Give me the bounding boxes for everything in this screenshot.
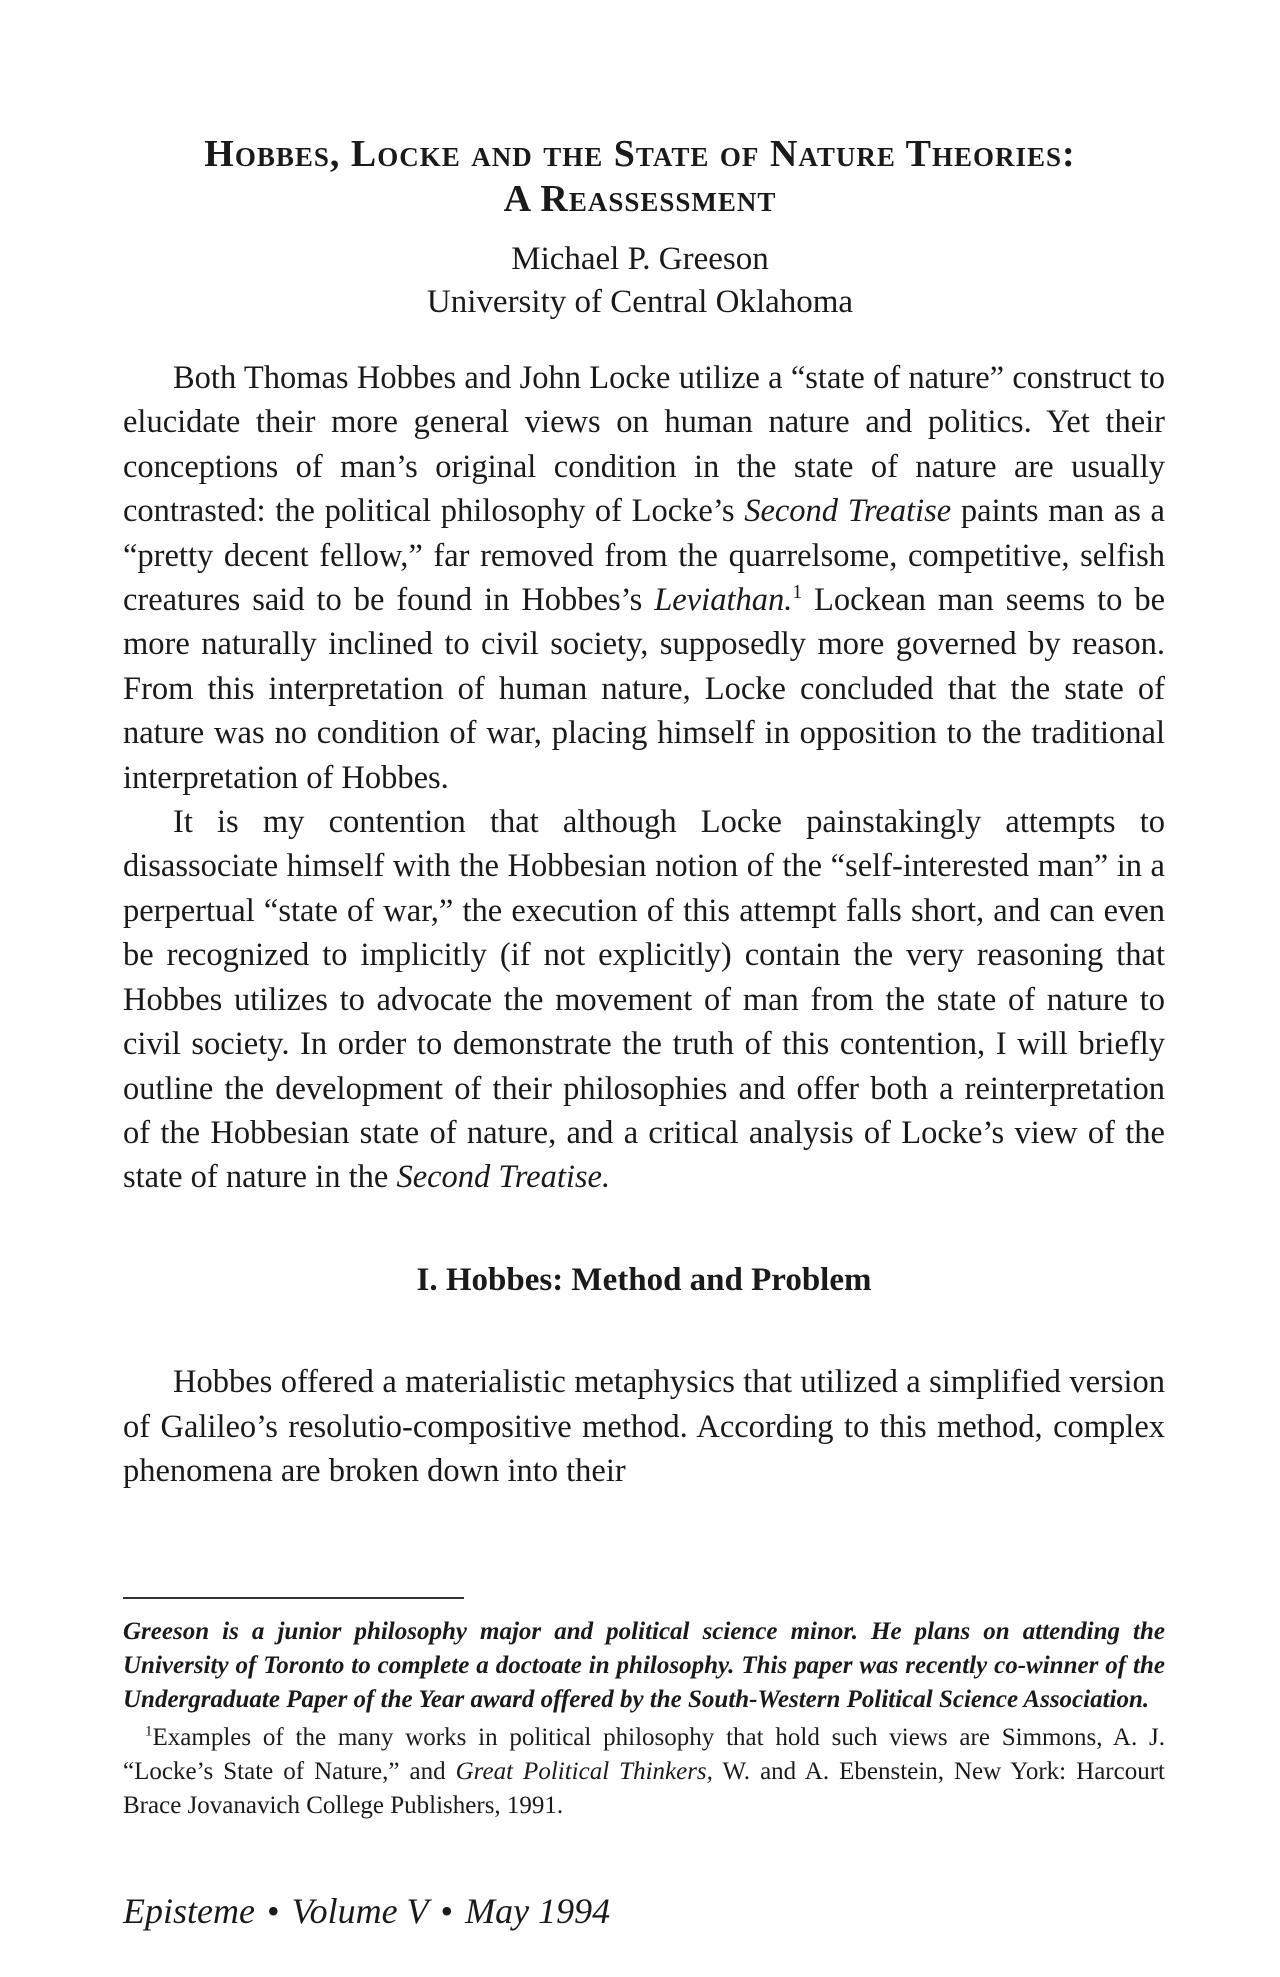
- title-line-1: Hobbes, Locke and the State of Nature Theories:: [204, 133, 1076, 175]
- paragraph-1: Both Thomas Hobbes and John Locke utilize a “state of nature” construct to elucidate their more general views on human nature and politics. Yet their conceptions of man’s original condition in the state of nature are usually contrasted: the political philosophy of Locke’s Second Treatise paints man as a “pretty decent fellow,” far removed from the quarrelsome, competitive, selfish creatures said to be found in Hobbes’s Leviathan.$^1$ Lockean man seems to be more naturally inclined to civil society, supposedly more governed by reason. From this interpretation of human nature, Locke concluded that the state of nature was no condition of war, placing himself in opposition to the traditional interpretation of Hobbes.: [123, 360, 1165, 796]
- footnote-marker: 1: [792, 582, 803, 604]
- footnotes: [123, 1615, 1165, 1823]
- author-name: Michael P. Greeson: [511, 241, 769, 277]
- work-title-leviathan: Leviathan.: [654, 582, 793, 619]
- section-heading: I. Hobbes: Method and Problem: [416, 1261, 872, 1298]
- journal-volume: Volume V: [291, 1891, 429, 1931]
- footnote-1-marker: 1: [145, 1723, 153, 1740]
- author-block: [0, 238, 1280, 324]
- title-line-2: A Reassessment: [503, 178, 777, 220]
- author-note: Greeson is a junior philosophy major and political science minor. He plans on attending the University of Toronto to complete a doctoate in philosophy. This paper was recently co-winner of the Undergraduate Paper of the Year award offered by the South-Western Political Science Association.: [123, 1618, 1165, 1713]
- paragraph-3: Hobbes offered a materialistic metaphysics that utilized a simplified version of Galileo’s resolutio-compositive method. According to this method, complex phenomena are broken down into their: [123, 1364, 1165, 1489]
- work-title-second-treatise: Second Treatise: [744, 493, 952, 530]
- work-title-second-treatise: Second Treatise.: [396, 1159, 611, 1196]
- bullet-separator: •: [266, 1891, 280, 1931]
- bullet-separator: •: [440, 1891, 454, 1931]
- author-affiliation: University of Central Oklahoma: [426, 284, 854, 320]
- article-title: [0, 132, 1280, 222]
- running-footer: [123, 1890, 610, 1932]
- footnote-1: $^1$Examples of the many works in political philosophy that hold such views are Simmons, A. J. “Locke’s State of Nature,” and Great Political Thinkers, W. and A. Ebenstein, New York: Harcourt Brace Jovanavich College Publishers, 1991.: [123, 1723, 1165, 1819]
- paragraph-2: It is my contention that although Locke painstakingly attempts to disassociate himself with the Hobbesian notion of the “self-interested man” in a perpertual “state of war,” the execution of this attempt falls short, and can even be recognized to implicitly (if not explicitly) contain the very reasoning that Hobbes utilizes to advocate the movement of man from the state of nature to civil society. In order to demonstrate the truth of this contention, I will briefly outline the development of their philosophies and offer both a reinterpretation of the Hobbesian state of nature, and a critical analysis of Locke’s view of the state of nature in the Second Treatise.: [123, 804, 1165, 1196]
- work-title-great-political-thinkers: Great Political Thinkers,: [455, 1758, 713, 1785]
- journal-date: May 1994: [465, 1891, 611, 1931]
- article-body: [123, 356, 1165, 1493]
- footnote-divider: [123, 1597, 464, 1599]
- journal-name: Episteme: [123, 1891, 255, 1931]
